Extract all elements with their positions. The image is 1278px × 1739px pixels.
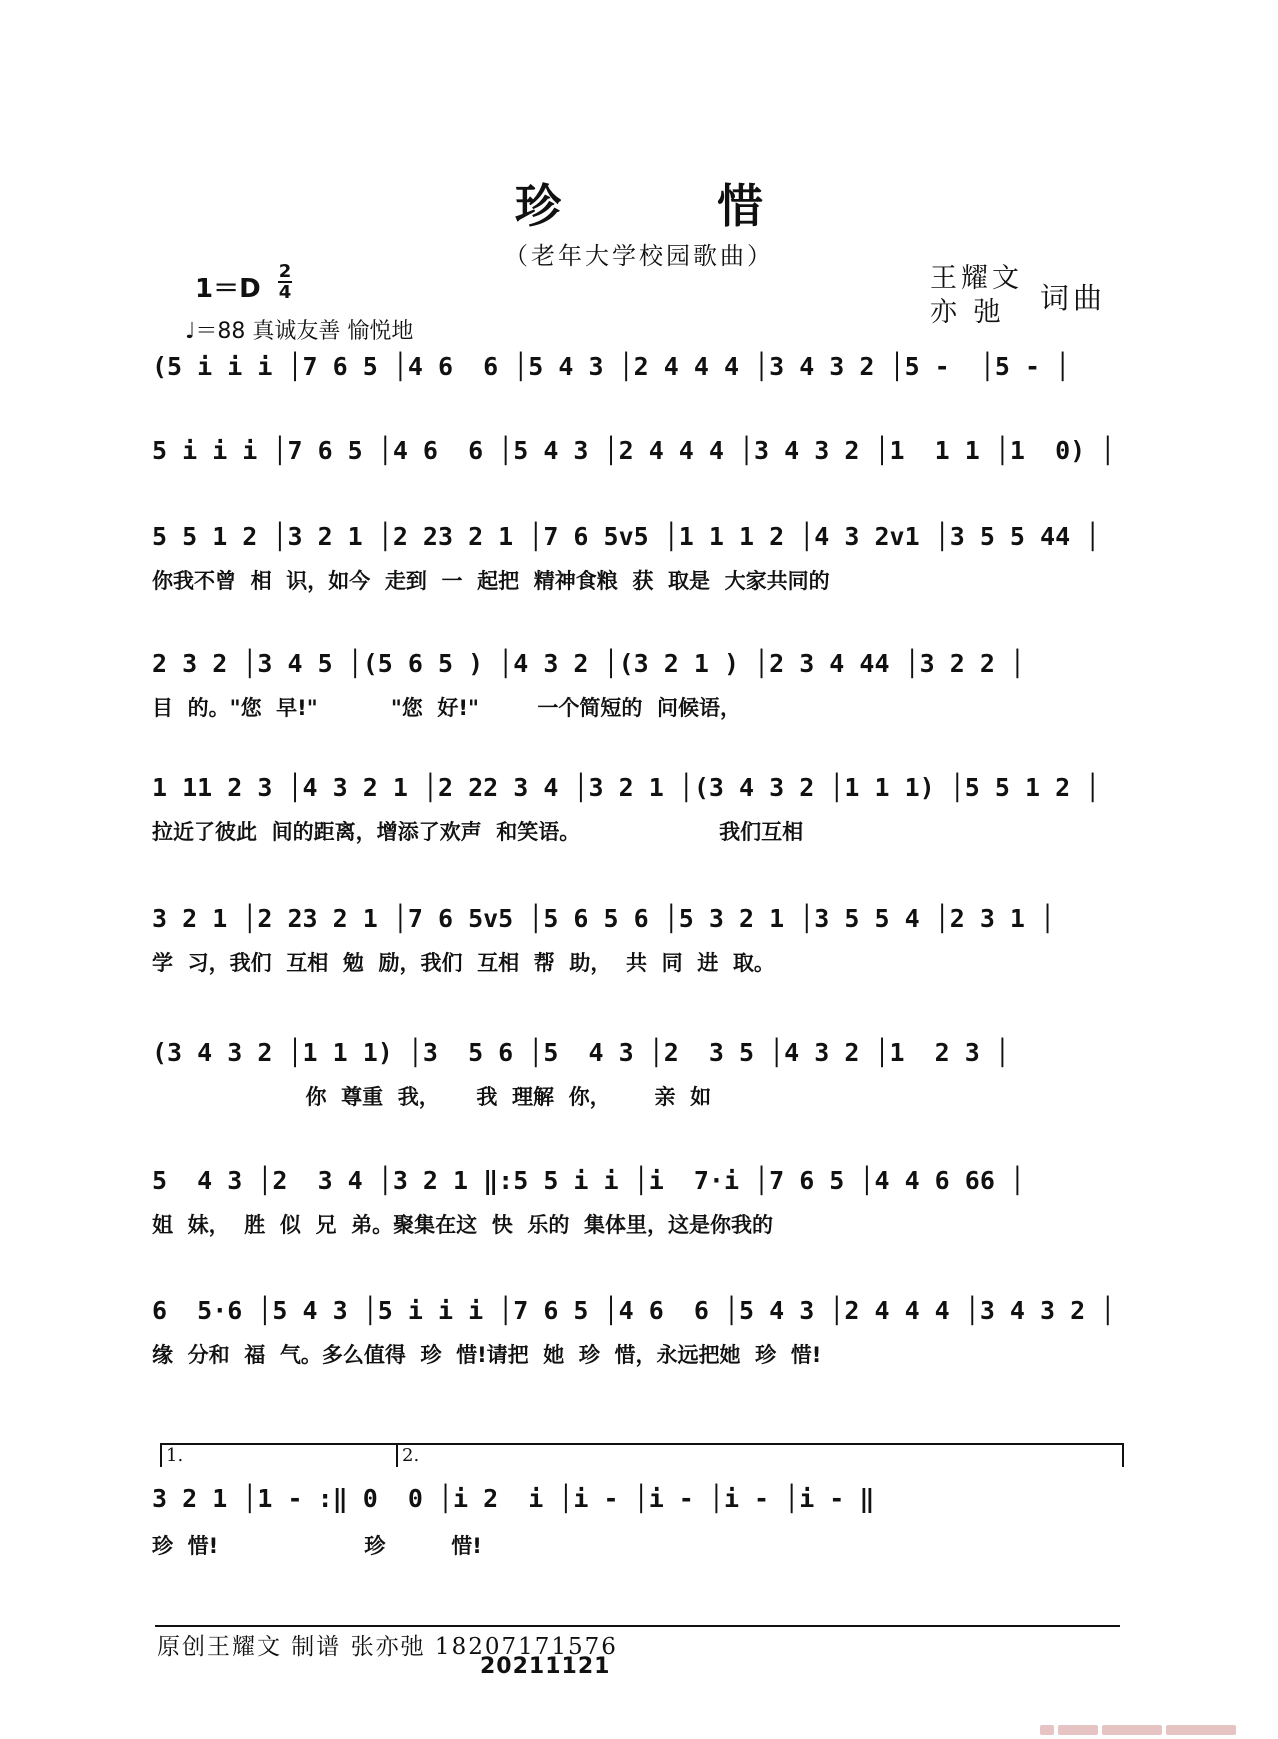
volta-second-ending: 2.	[396, 1443, 1124, 1467]
notation-line-1: (5 i i i │7 6 5 │4 6 6 │5 4 3 │2 4 4 4 │3 4 3 2 │5 - │5 - │	[152, 352, 1071, 381]
lyrics-line-3: 你我不曾 相 识，如今 走到 一 起把 精神食粮 获 取是 大家共同的	[152, 569, 830, 593]
footer-credit: 原创王耀文 制谱 张亦弛 18207171576	[157, 1634, 618, 1660]
lyrics-line-10: 珍 惜! 珍 惜!	[152, 1534, 482, 1558]
meter-top: 2	[278, 261, 292, 282]
lyricist-name: 王耀文	[930, 263, 1023, 294]
tempo-marking: ♩＝88 真诚友善 愉悦地	[185, 319, 414, 344]
lyrics-line-8: 姐 妹， 胜 似 兄 弟。聚集在这 快 乐的 集体里，这是你我的	[152, 1213, 773, 1237]
lyrics-line-6: 学 习，我们 互相 勉 励，我们 互相 帮 助， 共 同 进 取。	[152, 951, 775, 975]
notation-line-2: 5 i i i │7 6 5 │4 6 6 │5 4 3 │2 4 4 4 │3 4 3 2 │1 1 1 │1 0) │	[152, 436, 1116, 465]
notation-line-7: (3 4 3 2 │1 1 1) │3 5 6 │5 4 3 │2 3 5 │4 3 2 │1 2 3 │	[152, 1038, 1010, 1067]
song-subtitle: （老年大学校园歌曲）	[504, 242, 774, 270]
lyrics-line-5: 拉近了彼此 间的距离，增添了欢声 和笑语。 我们互相	[152, 820, 804, 844]
footer-divider	[155, 1625, 1120, 1627]
credits	[930, 262, 1023, 330]
lyrics-line-9: 缘 分和 福 气。多么值得 珍 惜!请把 她 珍 惜，永远把她 珍 惜!	[152, 1343, 822, 1367]
key-signature: 1＝D	[195, 274, 261, 304]
notation-line-8: 5 4 3 │2 3 4 │3 2 1 ‖:5 5 i i │i 7·i │7 6 5 │4 4 6 66 │	[152, 1166, 1025, 1195]
notation-line-10: 3 2 1 │1 - :‖ 0 0 │i 2 i │i - │i - │i - │i - ‖	[152, 1484, 875, 1513]
credit-role: 词曲	[1040, 281, 1107, 315]
notation-line-9: 6 5·6 │5 4 3 │5 i i i │7 6 5 │4 6 6 │5 4 3 │2 4 4 4 │3 4 3 2 │	[152, 1296, 1116, 1325]
footer-date: 20211121	[480, 1654, 611, 1679]
song-title: 珍 惜	[514, 179, 833, 233]
time-signature	[278, 262, 292, 302]
lyrics-line-7: 你 尊重 我， 我 理解 你， 亲 如	[152, 1085, 712, 1109]
notation-line-5: 1 11 2 3 │4 3 2 1 │2 22 3 4 │3 2 1 │(3 4 3 2 │1 1 1) │5 5 1 2 │	[152, 773, 1101, 802]
meter-bottom: 4	[278, 282, 292, 303]
watermark-logo	[1040, 1720, 1270, 1736]
composer-name: 亦 弛	[930, 297, 1005, 328]
lyrics-line-4: 目 的。"您 早!" "您 好!" 一个简短的 问候语，	[152, 696, 742, 720]
volta-first-ending: 1.	[160, 1443, 396, 1467]
notation-line-3: 5 5 1 2 │3 2 1 │2 23 2 1 │7 6 5v5 │1 1 1 2 │4 3 2v1 │3 5 5 44 │	[152, 522, 1101, 551]
notation-line-4: 2 3 2 │3 4 5 │(5 6 5 ) │4 3 2 │(3 2 1 ) │2 3 4 44 │3 2 2 │	[152, 649, 1025, 678]
notation-line-6: 3 2 1 │2 23 2 1 │7 6 5v5 │5 6 5 6 │5 3 2 1 │3 5 5 4 │2 3 1 │	[152, 904, 1056, 933]
